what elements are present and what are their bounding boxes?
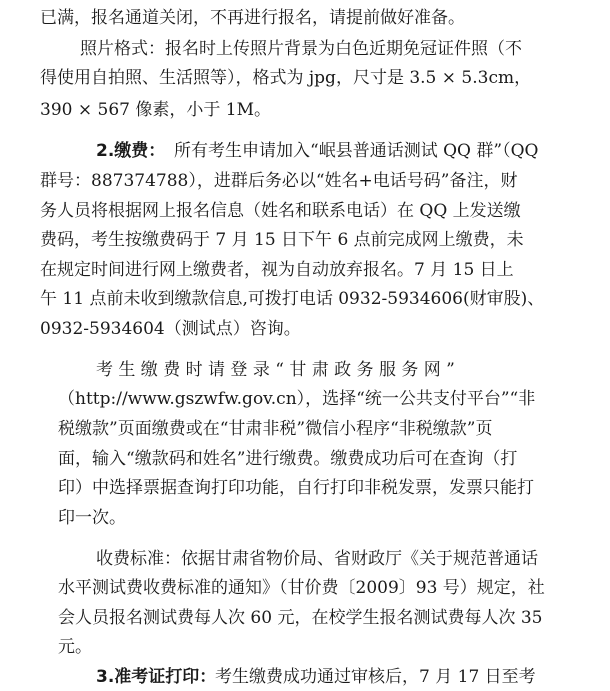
line-text: 在规定时间进行网上缴费者，视为自动放弃报名。7 月 15 日上	[40, 259, 514, 280]
line-text: 面，输入“缴款码和姓名”进行缴费。缴费成功后可在查询（打	[58, 448, 518, 469]
line-text: 收费标准：依据甘肃省物价局、省财政厅《关于规范普通话	[96, 548, 538, 569]
text-line	[0, 165, 610, 197]
text-line	[0, 413, 610, 445]
text-line	[0, 354, 610, 386]
text-line	[0, 631, 610, 663]
text-line	[0, 283, 610, 315]
line-text: 费码，考生按缴费码于 7 月 15 日下午 6 点前完成网上缴费，未	[40, 230, 524, 251]
text-line	[0, 313, 610, 345]
line-text: 已满，报名通道关闭，不再进行报名，请提前做好准备。	[40, 8, 465, 28]
line-text: 元。	[58, 637, 92, 658]
text-line	[0, 543, 610, 575]
line-text: 税缴款”页面缴费或在“甘肃非税”微信小程序“非税缴款”页	[58, 418, 493, 439]
text-line	[0, 502, 610, 534]
section-heading: 2.缴费：	[96, 141, 166, 162]
text-line	[0, 62, 610, 94]
line-text: 午 11 点前未收到缴款信息,可拨打电话 0932-5934606(财审股)、	[40, 289, 545, 310]
line-text: 考 生 缴 费 时 请 登 录 “ 甘 肃 政 务 服 务 网 ”	[96, 359, 455, 380]
text-line	[0, 472, 610, 504]
line-text: 群号：887374788），进群后务必以“姓名+电话号码”备注，财	[40, 170, 518, 191]
text-line	[0, 661, 610, 691]
line-text: 390 × 567 像素，小于 1M。	[40, 99, 271, 120]
line-text: 所有考生申请加入“岷县普通话测试 QQ 群”（QQ	[174, 141, 539, 162]
line-text: 水平测试费收费标准的通知》（甘价费〔2009〕93 号）规定，社	[58, 578, 545, 599]
text-line	[0, 195, 610, 227]
text-line	[0, 94, 610, 126]
section-heading: 3.准考证打印：	[96, 667, 217, 687]
line-text: 考生缴费成功通过审核后，7 月 17 日至考	[215, 667, 536, 687]
text-line	[0, 572, 610, 604]
text-line	[0, 135, 610, 167]
line-text: 印）中选择票据查询打印功能，自行打印非税发票，发票只能打	[58, 478, 534, 499]
text-line	[0, 602, 610, 634]
text-line	[0, 443, 610, 475]
line-text: 会人员报名测试费每人次 60 元，在校学生报名测试费每人次 35	[58, 607, 543, 628]
text-line	[0, 383, 610, 415]
text-line	[0, 254, 610, 286]
text-line	[0, 33, 610, 65]
line-text: 得使用自拍照、生活照等），格式为 jpg，尺寸是 3.5 × 5.3cm，	[40, 68, 532, 89]
text-line	[0, 224, 610, 256]
line-text: 印一次。	[58, 507, 126, 528]
line-text: 务人员将根据网上报名信息（姓名和联系电话）在 QQ 上发送缴	[40, 200, 521, 221]
text-line	[0, 2, 610, 34]
line-text: 0932-5934604（测试点）咨询。	[40, 318, 301, 339]
line-text: （http://www.gszwfw.gov.cn），选择“统一公共支付平台”“非	[58, 389, 536, 410]
line-text: 照片格式：报名时上传照片背景为白色近期免冠证件照（不	[80, 38, 522, 59]
